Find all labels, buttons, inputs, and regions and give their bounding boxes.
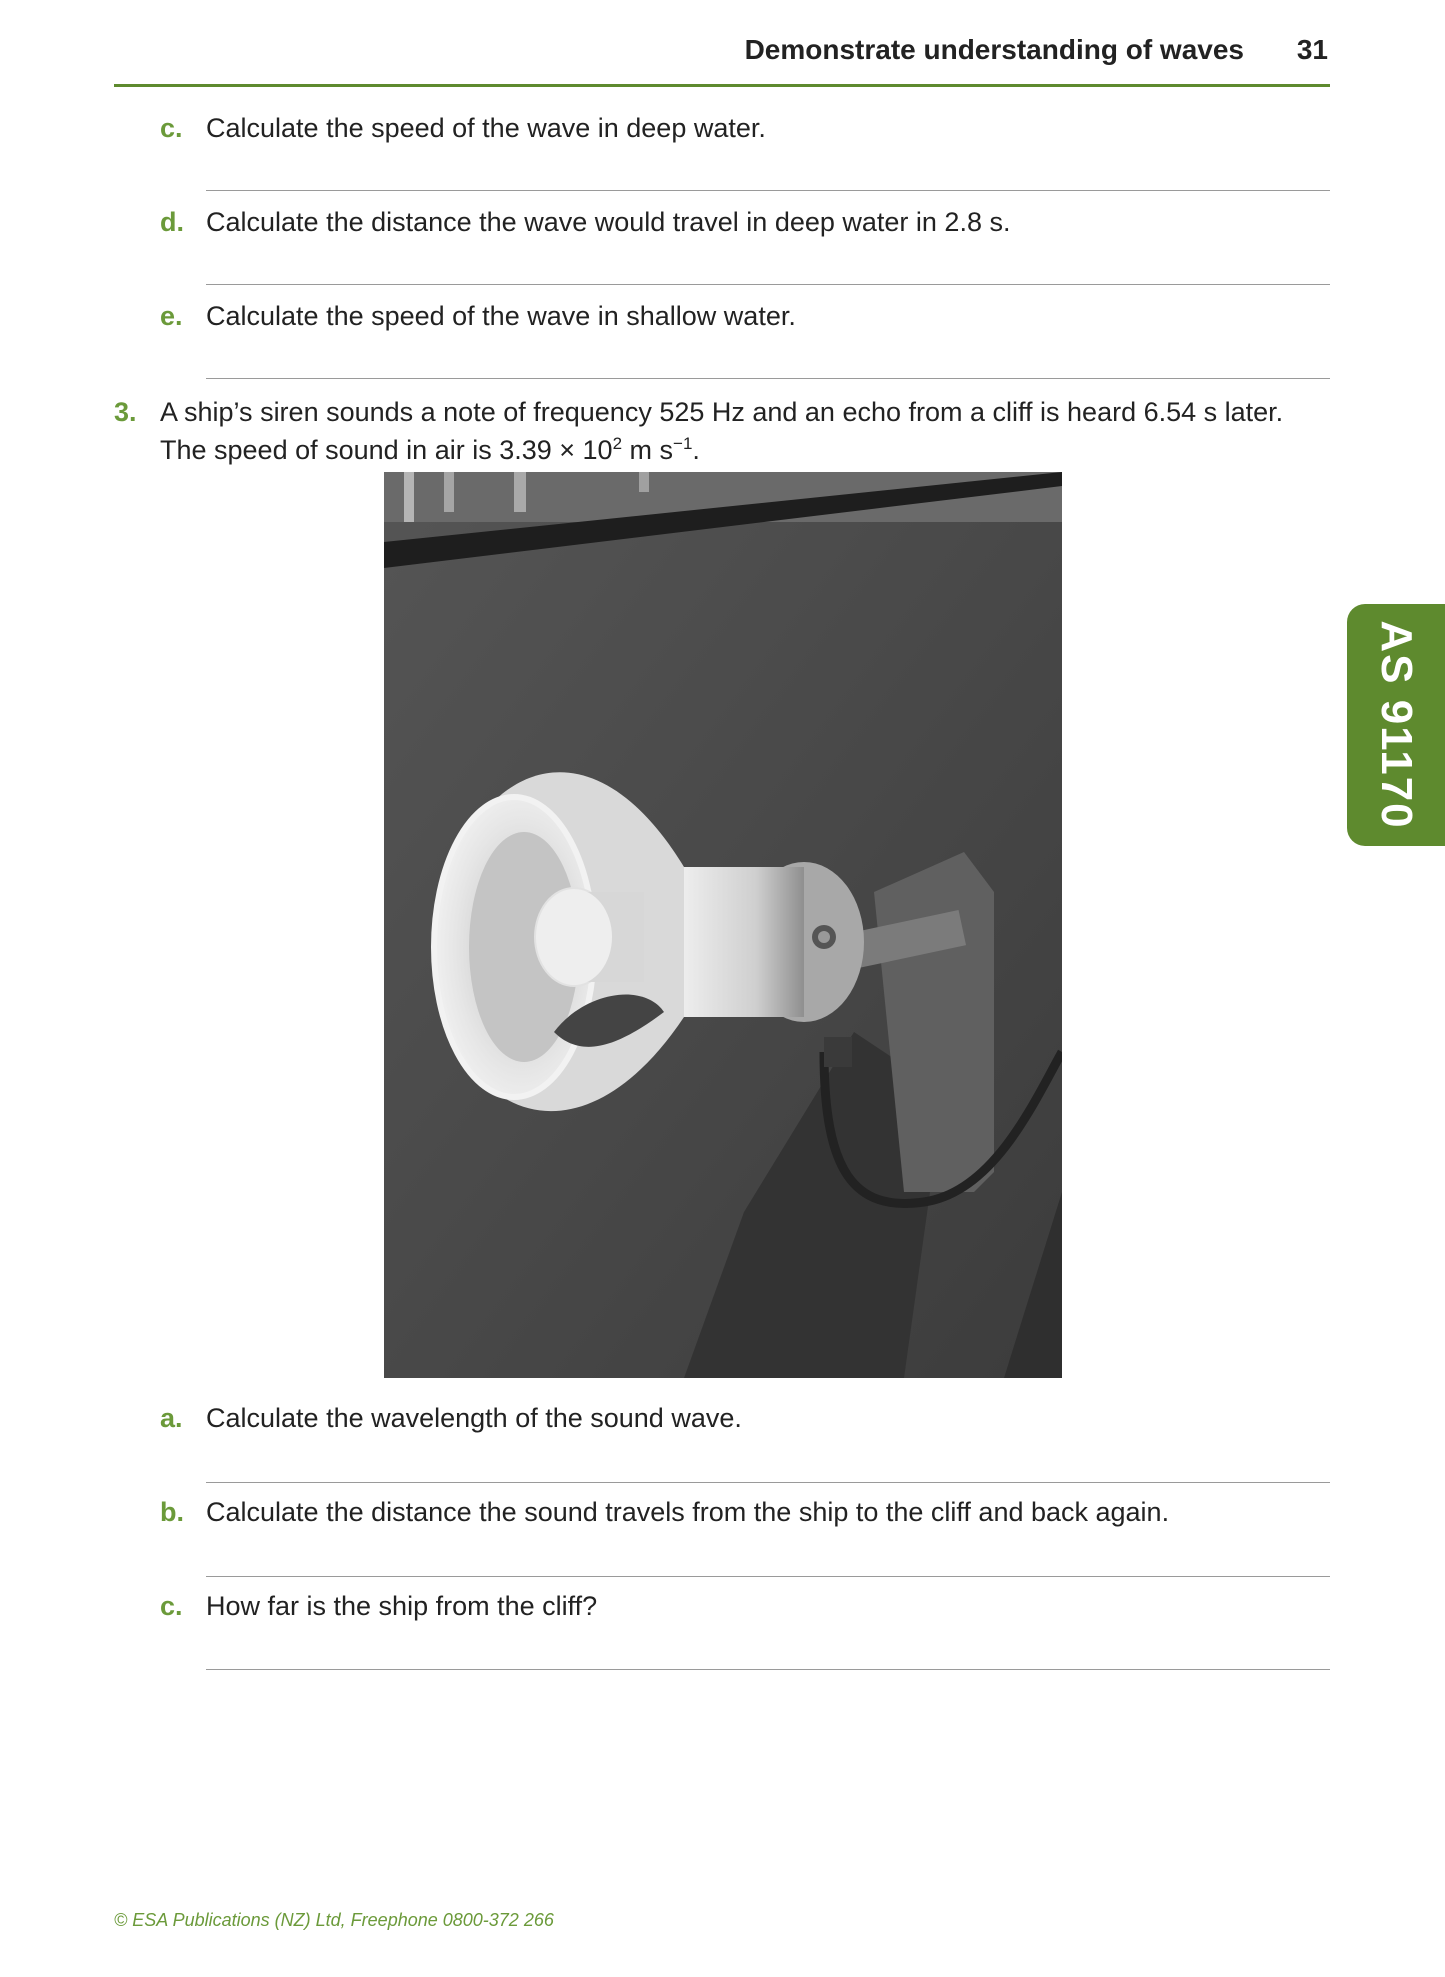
- question-3-text: A ship’s siren sounds a note of frequency 525 Hz and an echo from a cliff is heard 6.54 s later. The speed of sound in air is $3.39 \times 10^2$ m $s^{-1}$.: [160, 397, 1284, 465]
- answer-line[interactable]: [206, 378, 1330, 379]
- part-label: c.: [160, 113, 183, 143]
- siren-horn-icon: [384, 472, 1062, 1378]
- side-tab-label: AS 91170: [1372, 620, 1421, 830]
- answer-line[interactable]: [206, 1576, 1330, 1577]
- part-text: Calculate the distance the sound travels from the ship to the cliff and back again.: [206, 1497, 1170, 1527]
- footer-copyright: © ESA Publications (NZ) Ltd, Freephone 0800-372 266: [114, 1910, 554, 1930]
- part-label: e.: [160, 301, 183, 331]
- part-label: c.: [160, 1591, 183, 1621]
- answer-line[interactable]: [206, 190, 1330, 191]
- answer-line[interactable]: [206, 1482, 1330, 1483]
- part-label: b.: [160, 1497, 184, 1527]
- page-header: [114, 28, 1330, 87]
- answer-line[interactable]: [206, 284, 1330, 285]
- part-text: How far is the ship from the cliff?: [206, 1591, 598, 1621]
- part-text: Calculate the speed of the wave in deep water.: [206, 113, 766, 143]
- question-number: 3.: [114, 397, 137, 427]
- part-label: a.: [160, 1403, 183, 1433]
- siren-photo: [384, 472, 1062, 1378]
- part-text: Calculate the wavelength of the sound wave.: [206, 1403, 742, 1433]
- part-text: Calculate the distance the wave would travel in deep water in 2.8 s.: [206, 207, 1011, 237]
- side-tab: [1347, 604, 1445, 846]
- part-label: d.: [160, 207, 184, 237]
- page-number: 31: [1296, 34, 1328, 65]
- header-title: Demonstrate understanding of waves: [744, 34, 1244, 65]
- answer-line[interactable]: [206, 1669, 1330, 1670]
- part-text: Calculate the speed of the wave in shallow water.: [206, 301, 796, 331]
